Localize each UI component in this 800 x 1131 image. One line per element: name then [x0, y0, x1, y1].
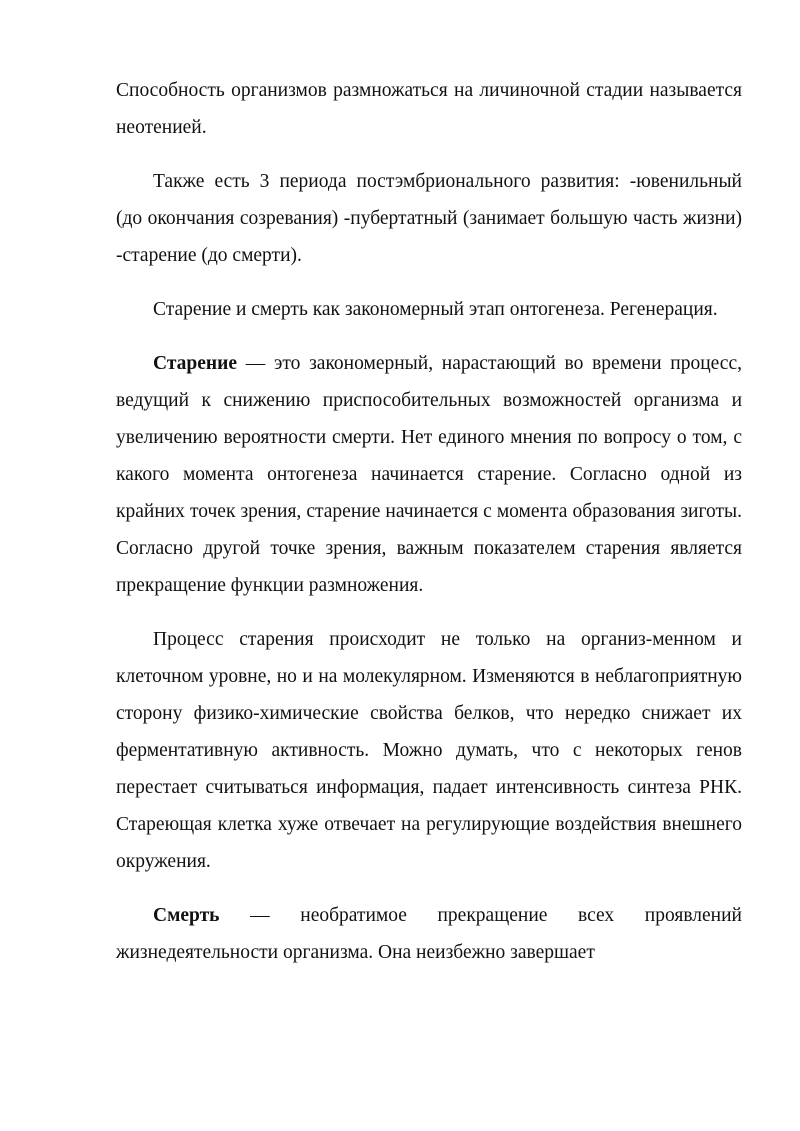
- paragraph-development-periods: Также есть 3 периода постэмбрионального развития: -ювенильный (до окончания созревания) -пубертатный (занимает большую часть жизни) -старение (до смерти).: [116, 171, 742, 266]
- term-aging: Старение: [153, 353, 238, 374]
- death-definition-text: — необратимое прекращение всех проявлений жизнедеятельности организма. Она неизбежно завершает: [116, 905, 742, 963]
- section-heading-aging-and-death: Старение и смерть как закономерный этап онтогенеза. Регенерация.: [153, 299, 718, 320]
- document-page: [116, 72, 742, 988]
- paragraph-neoteny: Способность организмов размножаться на личиночной стадии называется неотенией.: [116, 80, 742, 138]
- paragraph-aging-process: Процесс старения происходит не только на организ-менном и клеточном уровне, но и на молекулярном. Изменяются в неблагоприятную сторону физико-химические свойства белков, что нередко снижает их ферментативную активность. Можно думать, что с некоторых генов перестает считываться информация, падает интенсивность синтеза РНК. Стареющая клетка хуже отвечает на регулирующие воздействия внешнего окружения.: [116, 629, 742, 872]
- paragraph-aging-definition: [116, 345, 742, 604]
- aging-definition-text: — это закономерный, нарастающий во времени процесс, ведущий к снижению приспособительных возможностей организма и увеличению вероятности смерти. Нет единого мнения по вопросу о том, с какого момента онтогенеза начинается старение. Согласно одной из крайних точек зрения, старение начинается с момента образования зиготы. Согласно другой точке зрения, важным показателем старения является прекращение функции размножения.: [116, 353, 742, 596]
- paragraph-death-definition: [116, 897, 742, 971]
- term-death: Смерть: [153, 905, 220, 926]
